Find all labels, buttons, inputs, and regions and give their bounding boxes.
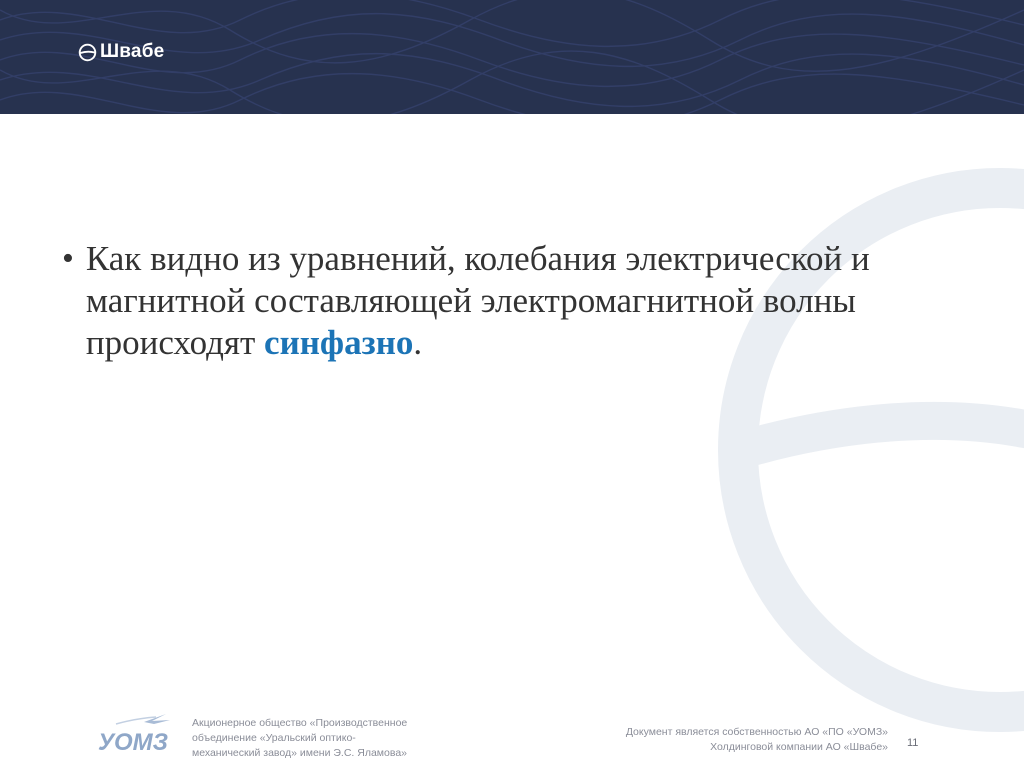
page-number: 11: [907, 737, 919, 749]
bullet-tail: .: [413, 323, 423, 362]
uomz-star-icon: [144, 714, 170, 724]
ownership-line: Документ является собственностью АО «ПО «УОМЗ»: [625, 726, 888, 738]
company-line: Акционерное общество «Производственное: [192, 717, 408, 729]
bullet-marker: •: [62, 240, 74, 277]
bullet-text: [86, 238, 962, 364]
slide-body: [62, 238, 962, 364]
company-line: объединение «Уральский оптико-: [192, 732, 356, 744]
brand-name: Швабе: [100, 41, 165, 62]
bullet-main-text: Как видно из уравнений, колебания электрической и магнитной составляющей электромагнитной волны происходят: [85, 239, 870, 362]
uomz-logo: [96, 710, 182, 758]
company-info: [192, 716, 432, 761]
ownership-line: Холдинговой компании АО «Швабе»: [710, 741, 888, 753]
ownership-notice: [626, 725, 888, 755]
company-line: механический завод» имени Э.С. Яламова»: [192, 747, 408, 759]
bullet-item: [62, 238, 962, 364]
uomz-logo-text: УОМЗ: [98, 729, 169, 756]
highlight-word: синфазно: [264, 323, 414, 362]
